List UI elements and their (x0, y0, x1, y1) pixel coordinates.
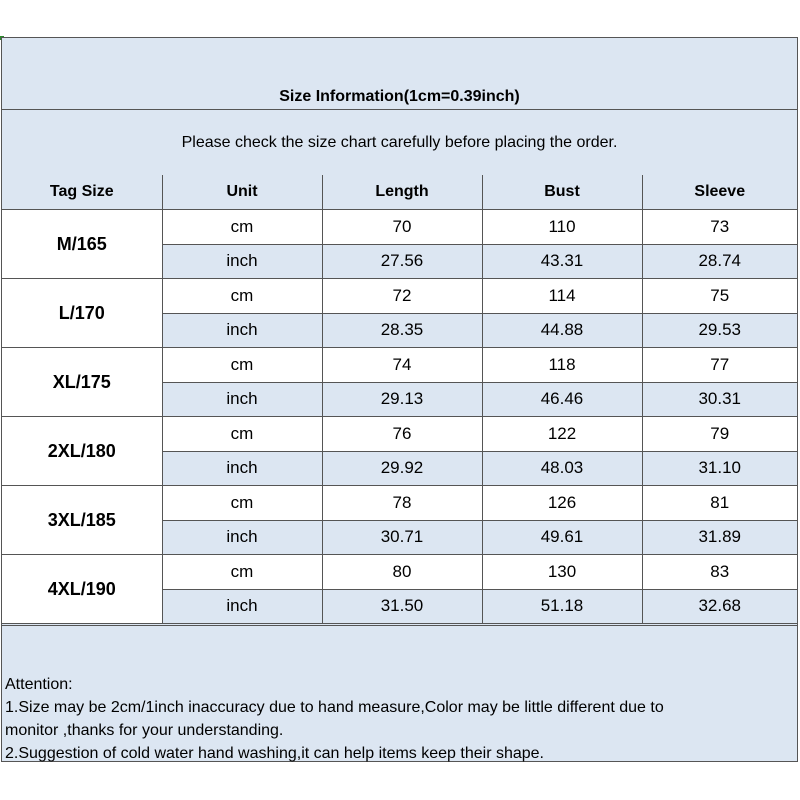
unit-cell: inch (162, 382, 322, 417)
length-cell: 31.50 (322, 589, 482, 624)
bust-cell: 118 (482, 348, 642, 383)
length-cell: 28.35 (322, 313, 482, 348)
table-row (2, 486, 797, 521)
tag-size-cell: 3XL/185 (2, 486, 162, 555)
sleeve-cell: 28.74 (642, 244, 797, 279)
bust-cell: 114 (482, 279, 642, 314)
sleeve-cell: 32.68 (642, 589, 797, 624)
tag-size-cell: 2XL/180 (2, 417, 162, 486)
table-row (2, 210, 797, 245)
note-line-1b: monitor ,thanks for your understanding. (5, 722, 284, 739)
bust-cell: 48.03 (482, 451, 642, 486)
unit-cell: inch (162, 451, 322, 486)
tag-size-cell: 4XL/190 (2, 555, 162, 624)
tag-size-cell: XL/175 (2, 348, 162, 417)
table-row (2, 348, 797, 383)
bust-cell: 122 (482, 417, 642, 452)
tag-size-cell: M/165 (2, 210, 162, 279)
notice-text: Please check the size chart carefully before placing the order. (181, 133, 618, 151)
bust-cell: 130 (482, 555, 642, 590)
bust-cell: 49.61 (482, 520, 642, 555)
table-row (2, 417, 797, 452)
length-cell: 29.13 (322, 382, 482, 417)
unit-cell: cm (162, 555, 322, 590)
sleeve-cell: 73 (642, 210, 797, 245)
chart-title: Size Information(1cm=0.39inch) (279, 88, 520, 105)
unit-cell: inch (162, 589, 322, 624)
header-tag-size: Tag Size (2, 175, 162, 210)
table-row (2, 279, 797, 314)
length-cell: 78 (322, 486, 482, 521)
bust-cell: 110 (482, 210, 642, 245)
size-chart-sheet (1, 37, 798, 762)
sleeve-cell: 81 (642, 486, 797, 521)
length-cell: 29.92 (322, 451, 482, 486)
sleeve-cell: 79 (642, 417, 797, 452)
bust-cell: 126 (482, 486, 642, 521)
bust-cell: 51.18 (482, 589, 642, 624)
sleeve-cell: 31.10 (642, 451, 797, 486)
unit-cell: inch (162, 244, 322, 279)
sleeve-cell: 31.89 (642, 520, 797, 555)
header-bust: Bust (482, 175, 642, 210)
sleeve-cell: 30.31 (642, 382, 797, 417)
length-cell: 80 (322, 555, 482, 590)
length-cell: 70 (322, 210, 482, 245)
table-header-row (2, 175, 797, 210)
notice-row (2, 110, 797, 176)
tag-size-cell: L/170 (2, 279, 162, 348)
notes-text (5, 673, 664, 765)
sleeve-cell: 29.53 (642, 313, 797, 348)
size-table (2, 175, 797, 624)
unit-cell: inch (162, 520, 322, 555)
unit-cell: cm (162, 279, 322, 314)
table-row (2, 555, 797, 590)
unit-cell: cm (162, 417, 322, 452)
bust-cell: 44.88 (482, 313, 642, 348)
header-unit: Unit (162, 175, 322, 210)
bust-cell: 43.31 (482, 244, 642, 279)
unit-cell: cm (162, 210, 322, 245)
sleeve-cell: 77 (642, 348, 797, 383)
length-cell: 27.56 (322, 244, 482, 279)
length-cell: 72 (322, 279, 482, 314)
header-sleeve: Sleeve (642, 175, 797, 210)
unit-cell: inch (162, 313, 322, 348)
note-line-2: 2.Suggestion of cold water hand washing,it can help items keep their shape. (5, 745, 544, 762)
length-cell: 74 (322, 348, 482, 383)
unit-cell: cm (162, 348, 322, 383)
unit-cell: cm (162, 486, 322, 521)
title-row (2, 38, 797, 110)
header-length: Length (322, 175, 482, 210)
note-line-1a: 1.Size may be 2cm/1inch inaccuracy due to hand measure,Color may be little different due to (5, 699, 664, 716)
bust-cell: 46.46 (482, 382, 642, 417)
length-cell: 76 (322, 417, 482, 452)
attention-notes (2, 625, 797, 761)
sleeve-cell: 75 (642, 279, 797, 314)
notes-heading: Attention: (5, 676, 73, 693)
length-cell: 30.71 (322, 520, 482, 555)
sleeve-cell: 83 (642, 555, 797, 590)
